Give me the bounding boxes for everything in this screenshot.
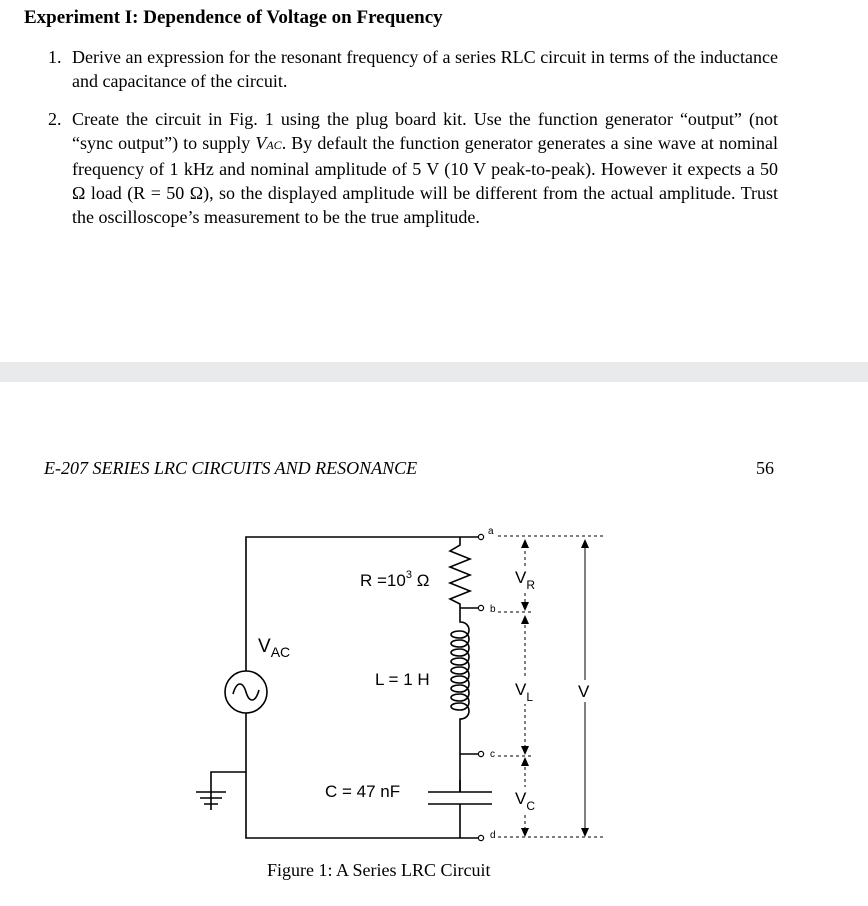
vr-arrow-down — [521, 602, 529, 611]
running-head: E-207 SERIES LRC CIRCUITS AND RESONANCE — [44, 458, 418, 478]
v-arrow-down — [581, 828, 589, 837]
bottom-wire — [246, 713, 460, 838]
item-number: 2. — [48, 109, 62, 129]
vc-arrow-down — [521, 828, 529, 837]
page-2 — [0, 382, 868, 906]
vac-subscript: AC — [266, 138, 282, 152]
vc-arrow-up — [521, 757, 529, 766]
item-text-part-b: . By default the function generator generates a sine wave at nominal frequency of 1 kHz and nominal amplitude of 5 V (10 V peak-to-peak). However it expects a 50 Ω load (R = 50 Ω), so the displayed amplitude will be different from the actual amplitude. Trust the oscilloscope’s measurement to be the true amplitude. — [72, 133, 778, 227]
vl-main: V — [515, 680, 527, 699]
vl-sub: L — [526, 690, 534, 704]
item-text — [72, 107, 778, 229]
node-a-icon — [478, 534, 483, 539]
resistor-icon — [450, 537, 470, 611]
vl-arrow-up — [521, 615, 529, 624]
item-text-part-a: Create the circuit in Fig. 1 using the plug board kit. Use the function generator “output” (not “sync output”) to supply — [72, 109, 778, 153]
node-b-icon — [478, 605, 483, 610]
inductor-label: L = 1 H — [375, 670, 430, 689]
page-separator — [0, 362, 868, 382]
v-total-label: V — [578, 682, 590, 701]
ground-wire — [211, 772, 246, 792]
resistor-exp: 3 — [405, 569, 412, 581]
vac-symbol: V — [255, 133, 267, 153]
node-d-icon — [478, 835, 483, 840]
node-c-label: c — [490, 749, 495, 760]
capacitor-icon — [428, 780, 492, 838]
circuit-diagram — [0, 382, 868, 852]
vc-main: V — [515, 789, 527, 808]
ground-icon — [196, 792, 226, 810]
vr-main: V — [515, 568, 527, 587]
resistor-label — [360, 569, 429, 590]
item-text: Derive an expression for the resonant frequency of a series RLC circuit in terms of the inductance and capacitance of the circuit. — [72, 47, 778, 91]
page-number: 56 — [756, 458, 774, 478]
vl-arrow-down — [521, 746, 529, 755]
page-1 — [0, 0, 868, 362]
vc-sub: C — [526, 799, 536, 813]
resistor-main: R =10 — [360, 571, 406, 590]
node-d-label: d — [490, 830, 496, 841]
node-b-label: b — [490, 604, 496, 615]
v-arrow-up — [581, 539, 589, 548]
node-c-icon — [478, 751, 483, 756]
vr-arrow-up — [521, 539, 529, 548]
list-item-1 — [48, 45, 778, 93]
node-a-label: a — [488, 526, 494, 537]
vac-label — [258, 636, 290, 660]
item-number: 1. — [48, 47, 62, 67]
resistor-unit: Ω — [411, 571, 430, 590]
figure-caption: Figure 1: A Series LRC Circuit — [267, 860, 491, 880]
experiment-heading: Experiment I: Dependence of Voltage on Frequency — [24, 7, 443, 28]
vac-main: V — [258, 636, 271, 657]
vac-sub: AC — [270, 644, 291, 660]
vr-sub: R — [526, 578, 536, 592]
capacitor-label: C = 47 nF — [325, 782, 401, 801]
inductor-icon — [451, 611, 469, 792]
list-item-2 — [48, 107, 778, 229]
sine-icon — [233, 684, 259, 700]
